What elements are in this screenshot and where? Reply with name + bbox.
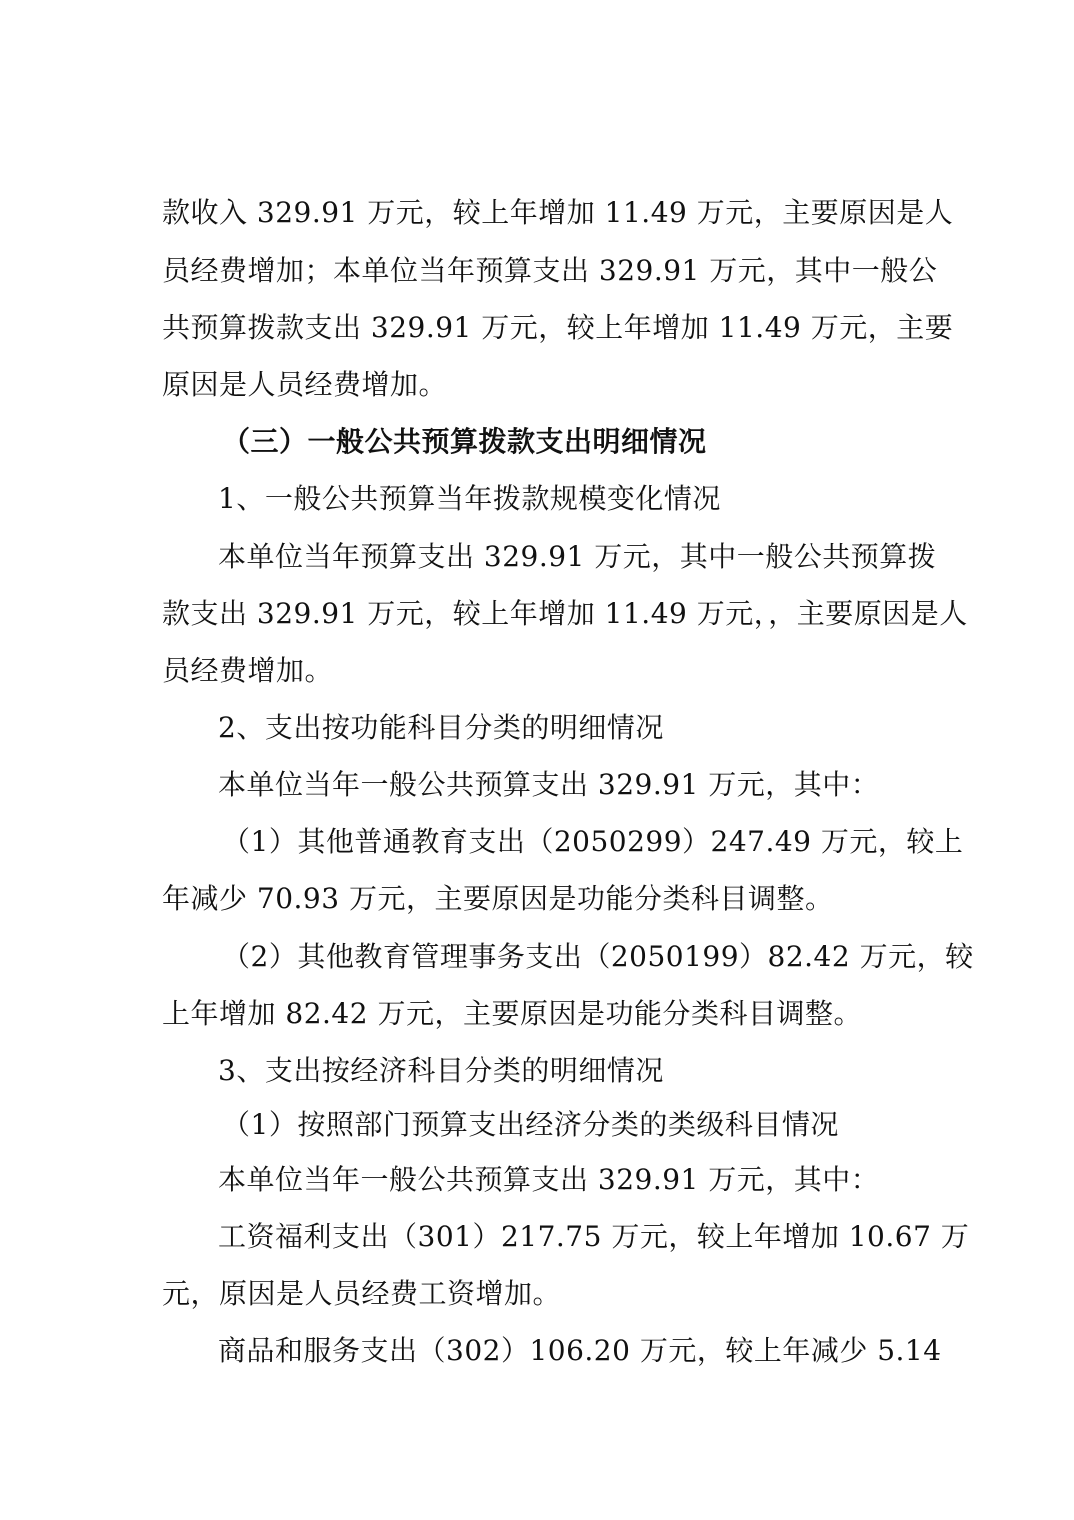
paragraph-line: 本单位当年预算支出 329.91 万元，其中一般公共预算拨 bbox=[218, 540, 937, 573]
paragraph-line: 员经费增加。 bbox=[162, 654, 334, 687]
paragraph-line: 原因是人员经费增加。 bbox=[162, 368, 448, 401]
paragraph-line: 款收入 329.91 万元，较上年增加 11.49 万元，主要原因是人 bbox=[162, 196, 954, 229]
paragraph-line: 本单位当年一般公共预算支出 329.91 万元，其中： bbox=[218, 1163, 880, 1196]
subsection-heading: 2、支出按功能科目分类的明细情况 bbox=[218, 711, 664, 744]
list-item: （1）其他普通教育支出（2050299）247.49 万元，较上 bbox=[222, 825, 964, 858]
paragraph-line: 款支出 329.91 万元，较上年增加 11.49 万元，，主要原因是人 bbox=[162, 597, 968, 630]
paragraph-line: 共预算拨款支出 329.91 万元，较上年增加 11.49 万元，主要 bbox=[162, 311, 954, 344]
subsection-heading: 3、支出按经济科目分类的明细情况 bbox=[218, 1054, 664, 1087]
paragraph-line: 年减少 70.93 万元，主要原因是功能分类科目调整。 bbox=[162, 882, 834, 915]
section-heading: （三）一般公共预算拨款支出明细情况 bbox=[222, 425, 707, 458]
paragraph-line: 工资福利支出（301）217.75 万元，较上年增加 10.67 万 bbox=[218, 1220, 970, 1253]
paragraph-line: 元，原因是人员经费工资增加。 bbox=[162, 1277, 562, 1310]
paragraph-line: 本单位当年一般公共预算支出 329.91 万元，其中： bbox=[218, 768, 880, 801]
paragraph-line: 上年增加 82.42 万元，主要原因是功能分类科目调整。 bbox=[162, 997, 862, 1030]
paragraph-line: 员经费增加；本单位当年预算支出 329.91 万元，其中一般公 bbox=[162, 254, 938, 287]
list-item: （1）按照部门预算支出经济分类的类级科目情况 bbox=[222, 1108, 839, 1141]
subsection-heading: 1、一般公共预算当年拨款规模变化情况 bbox=[218, 482, 721, 515]
paragraph-line: 商品和服务支出（302）106.20 万元，较上年减少 5.14 bbox=[218, 1334, 942, 1367]
list-item: （2）其他教育管理事务支出（2050199）82.42 万元，较 bbox=[222, 940, 974, 973]
